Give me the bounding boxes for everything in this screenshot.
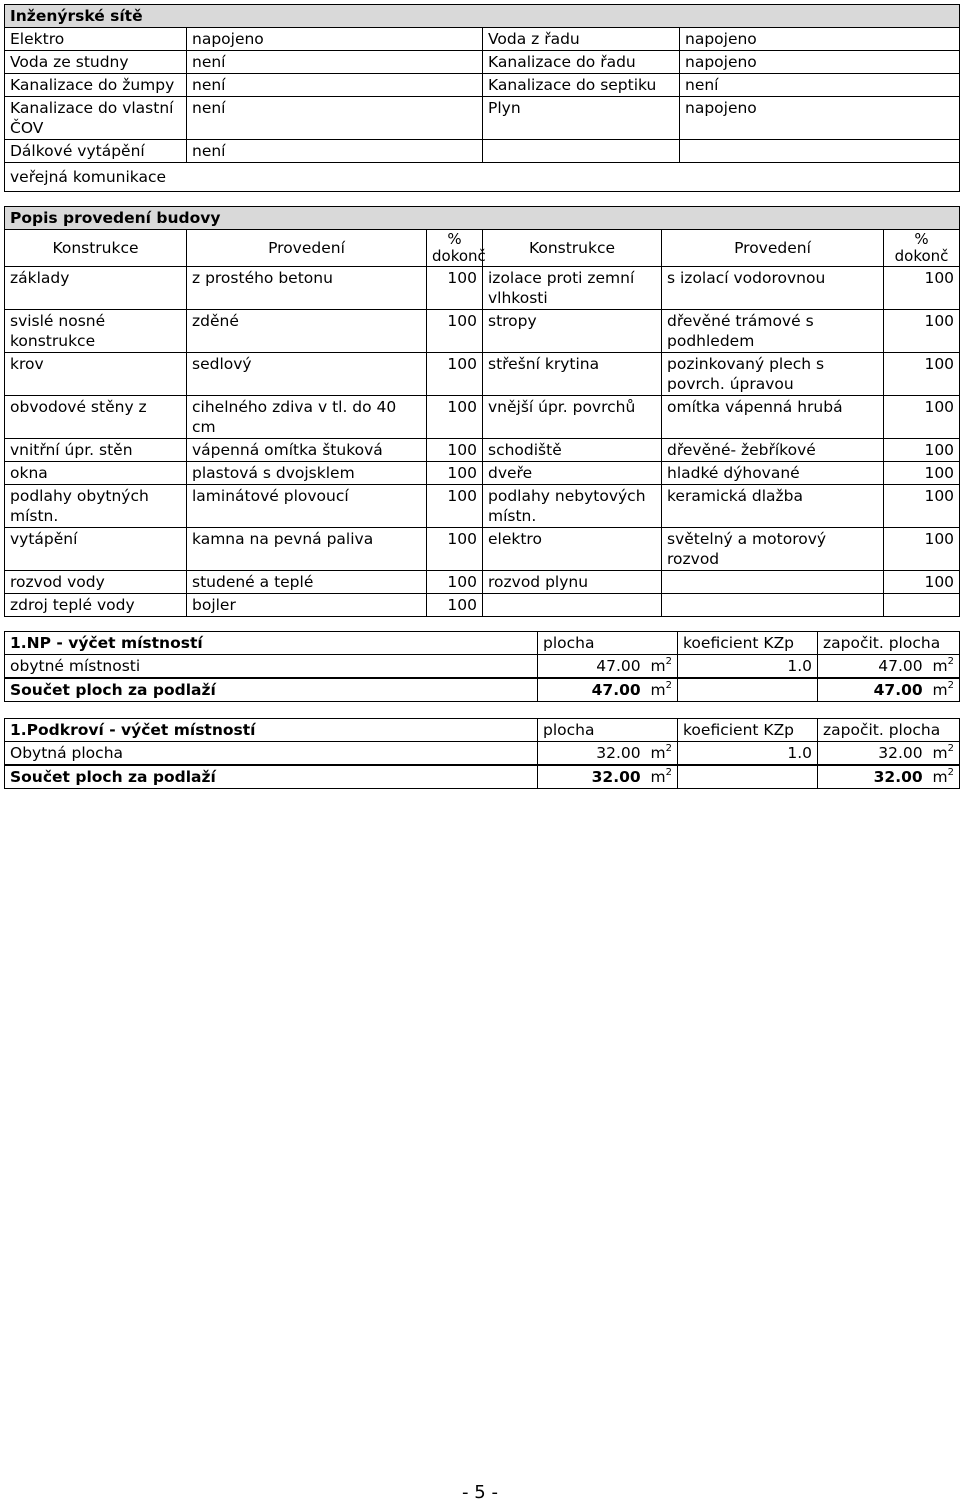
building-title: Popis provedení budovy	[5, 207, 960, 230]
table-cell: světelný a motorový rozvod	[662, 528, 884, 571]
table-cell: okna	[5, 462, 187, 485]
column-header: % dokonč	[427, 230, 483, 267]
table-cell: laminátové plovoucí	[187, 485, 427, 528]
table-cell: elektro	[483, 528, 662, 571]
room-table-title: 1.NP - výčet místností	[5, 632, 538, 655]
table-row	[5, 485, 960, 528]
rooms-section	[4, 631, 959, 789]
table-row: obytné místnosti 47.00 $m^2$ 1.0 47.00 $m^2$	[5, 655, 960, 679]
table-row: Voda ze studny není Kanalizace do řadu napojeno	[5, 51, 960, 74]
table-cell: 100	[884, 310, 960, 353]
column-header: % dokonč	[884, 230, 960, 267]
table-cell: 100	[427, 310, 483, 353]
document-page	[4, 4, 959, 789]
page-number: - 5 -	[462, 1482, 498, 1503]
table-row: Obytná plocha 32.00 $m^2$ 1.0 32.00 $m^2$	[5, 742, 960, 766]
table-cell: 100	[427, 594, 483, 617]
table-cell: 100	[884, 267, 960, 310]
table-cell: zděné	[187, 310, 427, 353]
table-row	[5, 267, 960, 310]
table-header	[5, 632, 960, 655]
table-cell: 100	[884, 439, 960, 462]
table-cell: vnější úpr. povrchů	[483, 396, 662, 439]
table-cell: 100	[884, 528, 960, 571]
table-cell: 100	[427, 396, 483, 439]
column-header: plocha	[538, 632, 678, 655]
table-cell	[884, 594, 960, 617]
table-row	[5, 310, 960, 353]
table-row	[5, 439, 960, 462]
engineering-table	[4, 4, 960, 192]
road-access: veřejná komunikace	[5, 163, 960, 192]
table-row: Dálkové vytápění není	[5, 140, 960, 163]
table-row	[5, 528, 960, 571]
table-cell: 100	[427, 439, 483, 462]
table-row	[5, 594, 960, 617]
table-cell	[483, 594, 662, 617]
table-cell: základy	[5, 267, 187, 310]
table-cell: cihelného zdiva v tl. do 40 cm	[187, 396, 427, 439]
column-header: Provedení	[187, 230, 427, 267]
table-cell: 100	[884, 485, 960, 528]
table-row: Kanalizace do vlastní ČOV není Plyn napojeno	[5, 97, 960, 140]
column-header: Provedení	[662, 230, 884, 267]
table-row	[5, 353, 960, 396]
table-cell	[662, 571, 884, 594]
table-row: Kanalizace do žumpy není Kanalizace do septiku není	[5, 74, 960, 97]
table-cell: studené a teplé	[187, 571, 427, 594]
table-row	[5, 396, 960, 439]
table-cell: obvodové stěny z	[5, 396, 187, 439]
table-cell: podlahy nebytových místn.	[483, 485, 662, 528]
table-cell: stropy	[483, 310, 662, 353]
table-cell: 100	[884, 353, 960, 396]
sum-row: Součet ploch za podlaží 32.00 $m^2$ 32.00 $m^2$	[5, 765, 960, 789]
room-table	[4, 631, 960, 702]
table-cell: podlahy obytných místn.	[5, 485, 187, 528]
room-table-title: 1.Podkroví - výčet místností	[5, 719, 538, 742]
column-header: Konstrukce	[483, 230, 662, 267]
table-cell: bojler	[187, 594, 427, 617]
column-header: koeficient KZp	[678, 632, 818, 655]
table-cell: izolace proti zemní vlhkosti	[483, 267, 662, 310]
table-cell: rozvod plynu	[483, 571, 662, 594]
table-row	[5, 462, 960, 485]
table-cell: sedlový	[187, 353, 427, 396]
table-cell: 100	[427, 267, 483, 310]
column-header: započit. plocha	[818, 719, 960, 742]
table-cell: dřevěné- žebříkové	[662, 439, 884, 462]
room-table	[4, 718, 960, 789]
table-cell: dřevěné trámové s podhledem	[662, 310, 884, 353]
sum-row: Součet ploch za podlaží 47.00 $m^2$ 47.00 $m^2$	[5, 678, 960, 702]
table-row	[5, 163, 960, 192]
table-cell: vápenná omítka štuková	[187, 439, 427, 462]
table-cell: dveře	[483, 462, 662, 485]
table-header	[5, 230, 960, 267]
table-cell: 100	[427, 462, 483, 485]
table-cell: rozvod vody	[5, 571, 187, 594]
table-cell: 100	[884, 462, 960, 485]
table-cell: krov	[5, 353, 187, 396]
table-cell: zdroj teplé vody	[5, 594, 187, 617]
table-cell: keramická dlažba	[662, 485, 884, 528]
table-cell: 100	[427, 485, 483, 528]
column-header: koeficient KZp	[678, 719, 818, 742]
building-table	[4, 206, 960, 617]
column-header: plocha	[538, 719, 678, 742]
table-cell: kamna na pevná paliva	[187, 528, 427, 571]
table-cell: pozinkovaný plech s povrch. úpravou	[662, 353, 884, 396]
table-header	[5, 719, 960, 742]
table-cell: 100	[427, 571, 483, 594]
table-cell: s izolací vodorovnou	[662, 267, 884, 310]
column-header: Konstrukce	[5, 230, 187, 267]
column-header: započit. plocha	[818, 632, 960, 655]
table-cell	[662, 594, 884, 617]
table-cell: vytápění	[5, 528, 187, 571]
engineering-title: Inženýrské sítě	[5, 5, 960, 28]
table-cell: svislé nosné konstrukce	[5, 310, 187, 353]
table-cell: střešní krytina	[483, 353, 662, 396]
table-cell: hladké dýhované	[662, 462, 884, 485]
table-cell: z prostého betonu	[187, 267, 427, 310]
table-row	[5, 571, 960, 594]
table-cell: 100	[884, 396, 960, 439]
table-cell: plastová s dvojsklem	[187, 462, 427, 485]
table-row: Elektro napojeno Voda z řadu napojeno	[5, 28, 960, 51]
table-cell: omítka vápenná hrubá	[662, 396, 884, 439]
table-cell: 100	[884, 571, 960, 594]
table-cell: vnitřní úpr. stěn	[5, 439, 187, 462]
table-cell: 100	[427, 528, 483, 571]
table-cell: schodiště	[483, 439, 662, 462]
table-cell: 100	[427, 353, 483, 396]
